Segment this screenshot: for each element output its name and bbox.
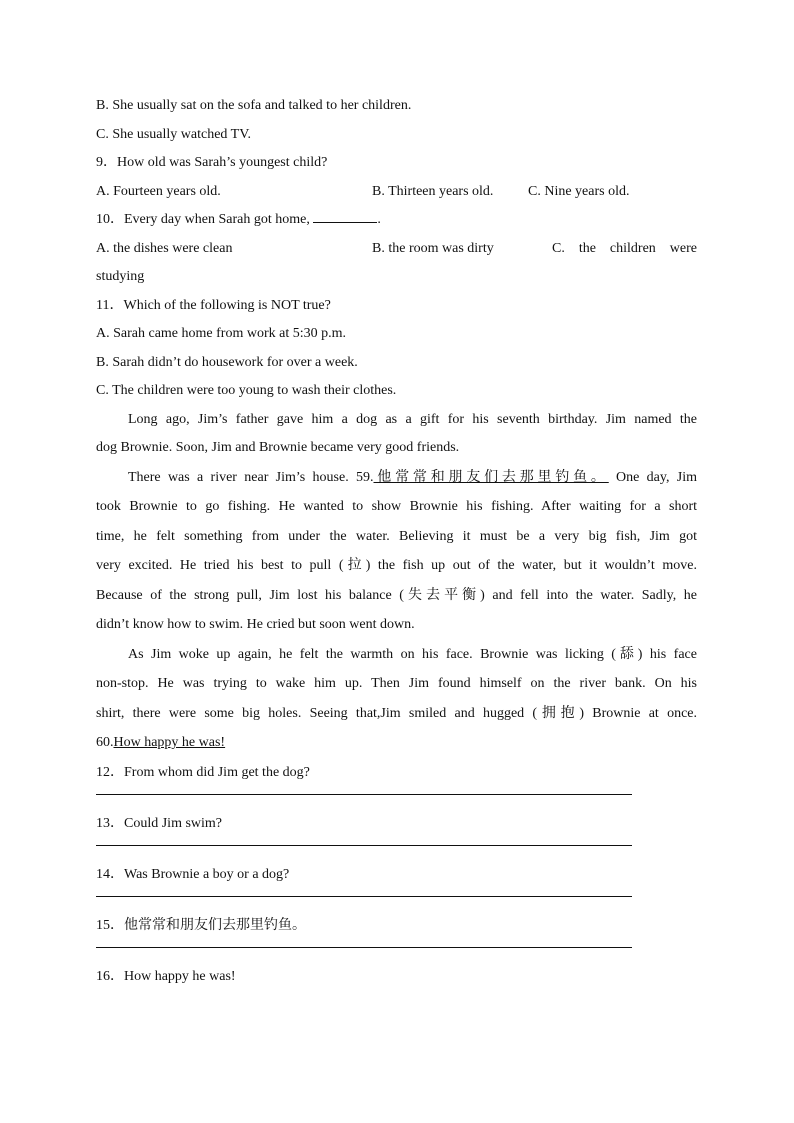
q9-question: 9．How old was Sarah’s youngest child? <box>96 155 328 170</box>
q8-option-c: C. She usually watched TV. <box>96 126 252 142</box>
q11-option-a: A. Sarah came home from work at 5:30 p.m. <box>96 326 346 341</box>
q9-option-c: C. Nine years old. <box>528 183 630 199</box>
q9-option-b: B. Thirteen years old. <box>372 183 494 199</box>
q11-question: 11．Which of the following is NOT true? <box>96 297 331 313</box>
passage-line: very excited. He tried his best to pull (拉) the fish up out of the water, but it wouldn’t move. <box>96 558 697 573</box>
question-15: 15．他常常和朋友们去那里钓鱼。 <box>96 917 306 933</box>
q10-question <box>96 206 697 235</box>
passage-line: As Jim woke up again, he felt the warmth on his face. Brownie was licking (舔) his face <box>128 646 697 662</box>
translation-sentence-60: How happy he was! <box>113 735 226 750</box>
question-14: 14．Was Brownie a boy or a dog? <box>96 866 290 882</box>
worksheet-page <box>96 92 697 991</box>
q9-option-a: A. Fourteen years old. <box>96 183 221 199</box>
passage-paragraph-1 <box>96 406 697 463</box>
q11-option-c: C. The children were too young to wash their clothes. <box>96 383 397 398</box>
passage-line: time, he felt something from under the water. Believing it must be a very big fish, Jim got <box>96 528 697 544</box>
q10-option-a: A. the dishes were clean <box>96 240 233 256</box>
q10-option-b: B. the room was dirty <box>372 240 494 256</box>
q10-option-c-cont: studying <box>96 269 145 284</box>
q11-option-b: B. Sarah didn’t do housework for over a week. <box>96 354 358 370</box>
passage-line: dog Brownie. Soon, Jim and Brownie became very good friends. <box>96 440 460 455</box>
passage-line <box>96 463 697 493</box>
translation-sentence-59: 他常常和朋友们去那里钓鱼。 <box>373 469 609 485</box>
question-13: 13．Could Jim swim? <box>96 815 223 831</box>
passage-line <box>96 728 697 758</box>
q10-option-c: C. the children were <box>551 240 697 256</box>
question-16: 16．How happy he was! <box>96 968 236 984</box>
passage-line: took Brownie to go fishing. He wanted to show Brownie his fishing. After waiting for a short <box>96 499 697 514</box>
passage-text: One day, Jim <box>608 469 698 485</box>
question-12: 12．From whom did Jim get the dog? <box>96 764 310 780</box>
q10-question-text: 10．Every day when Sarah got home, <box>96 212 310 227</box>
answer-line-13[interactable] <box>96 845 632 846</box>
q10-options <box>96 235 697 264</box>
passage-text: There was a river near Jim’s house. 59. <box>128 469 374 485</box>
q8-option-b: B. She usually sat on the sofa and talked to her children. <box>96 98 412 113</box>
passage-line: didn’t know how to swim. He cried but soon went down. <box>96 617 415 632</box>
q10-question-end: . <box>377 212 381 227</box>
answer-line-12[interactable] <box>96 794 632 795</box>
q9-options <box>96 178 697 207</box>
q10-answer-blank[interactable] <box>313 208 377 223</box>
passage-paragraph-3 <box>96 640 697 758</box>
sentence-number-60: 60. <box>96 735 114 750</box>
passage-line: shirt, there were some big holes. Seeing that,Jim smiled and hugged (拥抱) Brownie at once. <box>96 705 697 721</box>
passage-line: Long ago, Jim’s father gave him a dog as a gift for his seventh birthday. Jim named the <box>128 411 697 427</box>
answer-line-15[interactable] <box>96 947 632 948</box>
passage-line: non-stop. He was trying to wake him up. Then Jim found himself on the river bank. On his <box>96 676 697 691</box>
answer-line-14[interactable] <box>96 896 632 897</box>
passage-line: Because of the strong pull, Jim lost his balance (失去平衡) and fell into the water. Sadly, he <box>96 587 697 603</box>
passage-paragraph-2 <box>96 463 697 640</box>
